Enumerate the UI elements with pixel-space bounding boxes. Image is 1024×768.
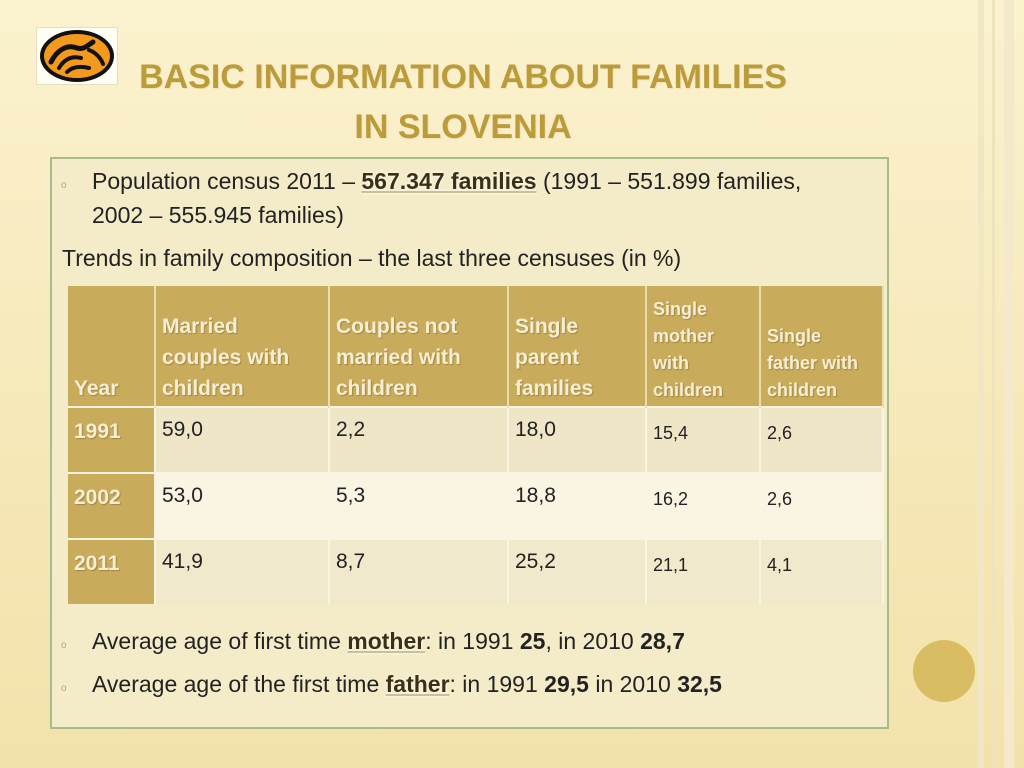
census-suffix: (1991 – 551.899 families, (536, 168, 802, 194)
mother-prefix: Average age of first time (92, 628, 348, 654)
mother-mid2: , in 2010 (545, 628, 641, 654)
table-cell: 2,2 (329, 407, 508, 473)
bullet-icon: o (61, 683, 67, 694)
table-header-row (68, 286, 883, 407)
table-cell: 21,1 (646, 539, 760, 604)
table-cell: 8,7 (329, 539, 508, 604)
father-value-1991: 29,5 (544, 671, 589, 697)
table-cell: 16,2 (646, 473, 760, 539)
table-cell: 53,0 (155, 473, 329, 539)
page-title-line1: BASIC INFORMATION ABOUT FAMILIES (139, 58, 787, 96)
header-single-father: Single father with children (760, 286, 883, 407)
year-cell: 2002 (68, 473, 155, 539)
page-title-line2: IN SLOVENIA (354, 108, 572, 146)
decorative-stripe (1004, 0, 1014, 768)
father-prefix: Average age of the first time (92, 671, 386, 697)
mother-value-2010: 28,7 (640, 628, 685, 654)
table-row (68, 539, 883, 604)
trends-caption: Trends in family composition – the last three censuses (in %) (62, 245, 682, 271)
mother-keyword: mother (347, 628, 426, 654)
family-composition-table (68, 286, 884, 604)
bullet-icon: o (61, 640, 67, 651)
census-line1 (92, 168, 801, 195)
year-cell: 2011 (68, 539, 155, 604)
father-mid1: : in 1991 (449, 671, 545, 697)
census-prefix: Population census 2011 – (92, 168, 362, 194)
mother-mid1: : in 1991 (425, 628, 520, 654)
header-single-parent: Single parent families (508, 286, 646, 407)
table-cell: 5,3 (329, 473, 508, 539)
table-cell: 2,6 (760, 407, 883, 473)
table-cell: 15,4 (646, 407, 760, 473)
decorative-stripe (978, 0, 984, 768)
table-cell: 41,9 (155, 539, 329, 604)
table-row (68, 407, 883, 473)
table-cell: 18,0 (508, 407, 646, 473)
father-mid2: in 2010 (588, 671, 678, 697)
father-keyword: father (385, 671, 450, 697)
year-cell: 1991 (68, 407, 155, 473)
header-couples-not-married: Couples not married with children (329, 286, 508, 407)
census-highlight: 567.347 families (361, 168, 537, 194)
table-cell: 4,1 (760, 539, 883, 604)
mother-age-line (92, 628, 685, 655)
decorative-stripe (992, 0, 995, 768)
father-age-line (92, 671, 722, 698)
header-single-mother: Single mother with children (646, 286, 760, 407)
father-value-2010: 32,5 (677, 671, 722, 697)
header-year: Year (68, 286, 155, 407)
table-row (68, 473, 883, 539)
header-married-couples: Married couples with children (155, 286, 329, 407)
bullet-icon: o (61, 180, 67, 191)
table-cell: 25,2 (508, 539, 646, 604)
census-line2: 2002 – 555.945 families) (92, 202, 344, 228)
table-cell: 18,8 (508, 473, 646, 539)
table-cell: 2,6 (760, 473, 883, 539)
mother-value-1991: 25 (519, 628, 546, 654)
table-cell: 59,0 (155, 407, 329, 473)
gold-circle-decoration (913, 640, 975, 702)
